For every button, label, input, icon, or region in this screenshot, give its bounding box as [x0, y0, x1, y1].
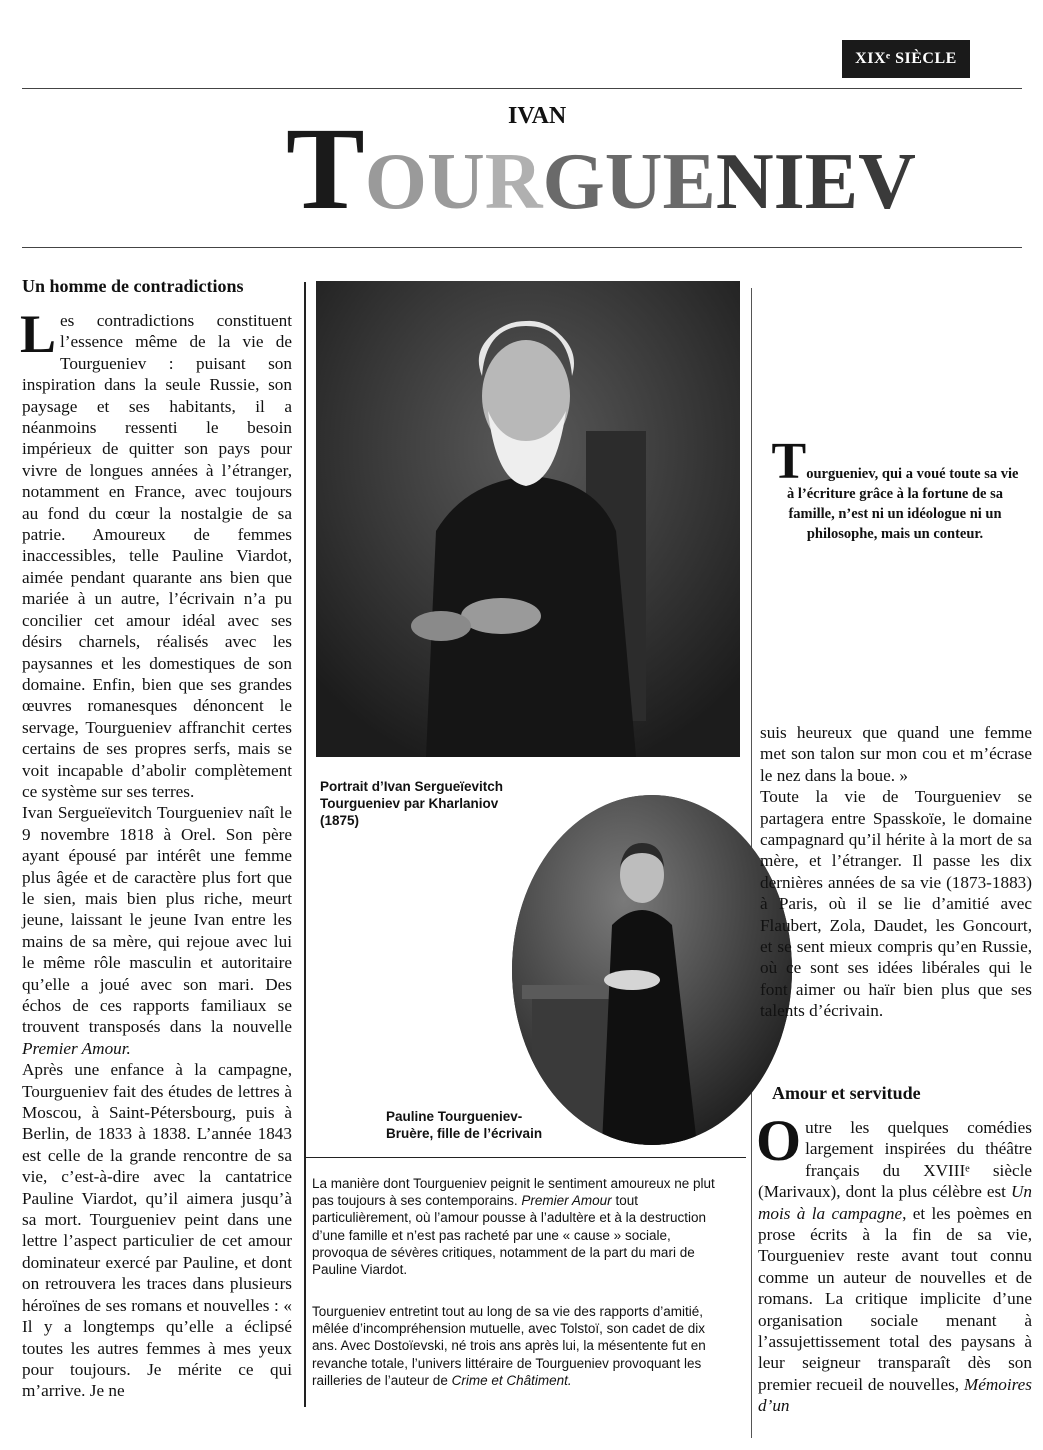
title-rule: [22, 247, 1022, 248]
title-part-gue: GUE: [542, 138, 716, 226]
right-column-continued: [756, 1108, 1032, 1417]
title-first-name: IVAN: [508, 103, 567, 129]
page-title: [286, 103, 916, 234]
pull-quote: [770, 433, 1020, 544]
left-paragraph-3: Après une enfance à la campagne, Tourgueniev fait des études de lettres à Moscou, à Saint-Pétersbourg, puis à Berlin, de 1833 à 1838. L’année 1843 est celle de la grande rencontre de sa vie, c’est-à-dire avec la cantatrice Pauline Viardot, qu’il aimera jusqu’à sa mort. Tourgueniev peint dans une lettre l’aspect particulier de cet amour dominateur exercé par Pauline, et dont on retrouvera les traces dans plusieurs héroïnes de ses romans et nouvelles : « Il y a longtemps qu’elle a éclipsé toutes les autres femmes à mes yeux pour toujours. Je mérite ce qui m’arrive. Je ne: [22, 1060, 292, 1401]
title-part-niev: NIEV: [715, 138, 916, 226]
title-part-r: R: [484, 138, 543, 226]
title-letter-t: T: [286, 103, 365, 234]
sidebar-paragraph-2: Tourgueniev entretint tout au long de sa vie des rapports d’amitié, mêlée d’incompréhension mutuelle, avec Tolstoï, son cadet de dix ans. Avec Dostoïevski, né trois ans après lui, la mésentente fut en revanche totale, l’univers littéraire de Tourgueniev provoquant les railleries de l’auteur de Crime et Châtiment.: [312, 1304, 706, 1388]
right-paragraph-1: suis heureux que quand une femme met son talon sur mon cou et m’écrase le nez dans la boue. »: [760, 723, 1032, 785]
sidebar-paragraph-1: La manière dont Tourgueniev peignit le sentiment amoureux ne plut pas toujours à ses contemporains. Premier Amour tout particulièrement, où l’amour pousse à l’adultère et à la destruction d’une famille et n’est pas racheté par une « cause » sociale, provoqua de sévères critiques, notamment de la part du mari de Pauline Viardot.: [312, 1176, 715, 1278]
section-heading-amour: Amour et servitude: [772, 1083, 921, 1103]
left-paragraph-1: Les contradictions constituent l’essence même de la vie de Tourgueniev : puisant son inspiration dans la seule Russie, son paysage et ses habitants, il a néanmoins ressenti le besoin impérieux de quitter son pays pour vivre de longues années à l’étranger, notamment en France, avec toujours au fond du cœur la nostalgie de sa patrie. Amoureux de femmes inaccessibles, telle Pauline Viardot, aimée pendant quarante ans bien que mariée à un autre, l’écrivain n’a pu concilier cet amour idéal avec ses désirs charnels, réalisés avec les paysannes et les domestiques de son domaine. Enfin, bien que ses grandes œuvres romanesques dénoncent le servage, Tourgueniev affranchit certes certains de ses propres serfs, mais se voit incapable d’abolir complètement ce système sur ses terres.: [20, 304, 292, 801]
portrait-illustration: [316, 281, 740, 757]
sidebar-box-rule: [306, 1157, 746, 1158]
left-paragraph-2: Ivan Sergueïevitch Tourgueniev naît le 9 novembre 1818 à Orel. Son père ayant épousé par intérêt une femme plus âgée et de caractère plus fort que le sien, mais bien plus riche, meurt jeune, laissant le jeune Ivan entre les mains de sa mère, qui rejoue avec lui le même rôle masculin et autoritaire qu’elle a joué avec son mari. Des échos de ces rapports familiaux se trouvent transposés dans la nouvelle Premier Amour.: [22, 803, 292, 1058]
top-rule: [22, 88, 1022, 89]
column-divider-left: [304, 282, 306, 1407]
title-part-ou: OU: [364, 138, 485, 226]
pull-quote-text: ourgueniev, qui a voué toute sa vie à l’écriture grâce à la fortune de sa famille, n’est ni un idéologue ni un philosophe, mais un conteur.: [787, 466, 1019, 542]
section-badge: XIXᵉ SIÈCLE: [842, 40, 970, 78]
daughter-illustration: [512, 795, 792, 1145]
drop-cap-l: L: [20, 304, 57, 364]
right-paragraph-2: Toute la vie de Tourgueniev se partagera entre Spasskoïe, le domaine campagnard qu’il hérite à la mort de sa mère, et l’étranger. Il passe les dix dernières années de sa vie (1873-1883) à Paris, où il se lie d’amitié avec Flaubert, Zola, Daudet, les Goncourt, et se sent mieux compris qu’en Russie, où ce sont ses idées libérales qui le font aimer ou haïr bien plus que ses talents d’écrivain.: [760, 787, 1032, 1021]
section-heading-contradictions: Un homme de contradictions: [22, 276, 244, 296]
left-column: [20, 304, 292, 1402]
portrait-caption: Portrait d’Ivan Sergueïevitch Tourgueniev par Kharlaniov (1875): [320, 779, 504, 828]
daughter-caption: Pauline Tourgueniev-Bruère, fille de l’écrivain: [386, 1109, 543, 1141]
portrait-image: [316, 281, 740, 757]
daughter-portrait-image: [512, 795, 792, 1145]
pull-quote-initial: T: [771, 433, 807, 490]
drop-cap-o: O: [756, 1108, 802, 1173]
right-paragraph-3: Outre les quelques comédies largement inspirées du théâtre français du XVIIIᵉ siècle (Marivaux), dont la plus célèbre est Un mois à la campagne, et les poèmes en prose écrits à la fin de sa vie, Tourgueniev reste avant tout connu comme un auteur de nouvelles et de romans. La critique implicite d’une organisation sociale menant à l’assujettissement total des paysans à leur seigneur transparaît dès son premier recueil de nouvelles, Mémoires d’un: [756, 1108, 1032, 1416]
right-column: [760, 722, 1032, 1022]
